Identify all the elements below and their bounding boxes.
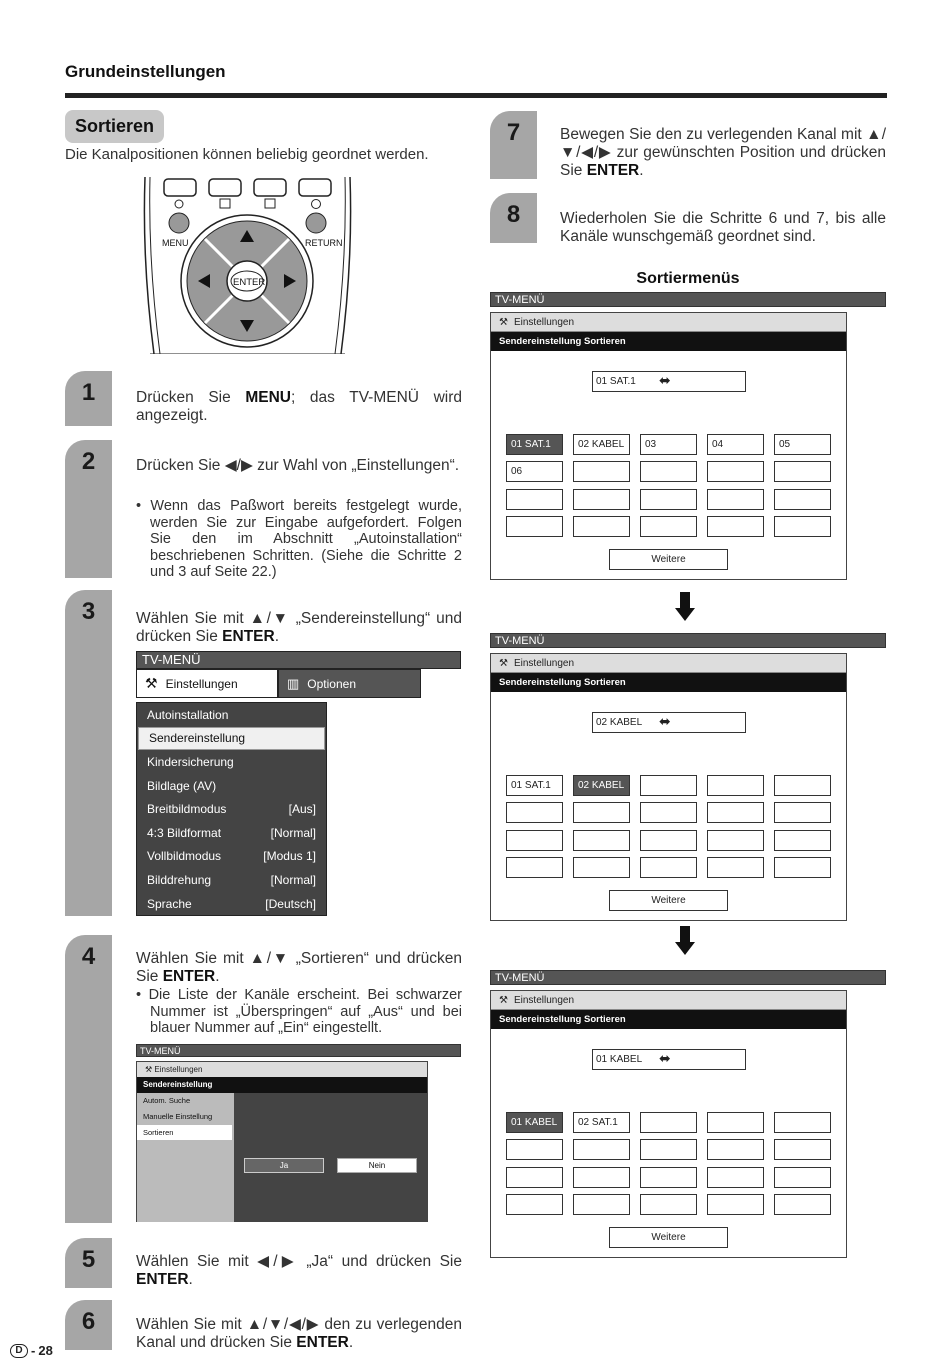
channel-cell[interactable] bbox=[707, 489, 764, 510]
channel-cell[interactable] bbox=[707, 1194, 764, 1215]
menu-label: MENU bbox=[162, 238, 189, 248]
channel-cell[interactable] bbox=[774, 775, 831, 796]
settings-icon: ⚒ bbox=[499, 316, 508, 328]
settings-icon: ⚒ bbox=[145, 675, 158, 691]
channel-cell[interactable] bbox=[707, 516, 764, 537]
channel-cell[interactable] bbox=[573, 1139, 630, 1160]
step-number-2: 2 bbox=[65, 440, 112, 578]
channel-cell[interactable] bbox=[573, 830, 630, 851]
settings-menu-list bbox=[136, 702, 327, 916]
channel-cell[interactable] bbox=[707, 1112, 764, 1133]
channel-cell[interactable] bbox=[506, 516, 563, 537]
mini-item-autom-suche[interactable]: Autom. Suche bbox=[143, 1096, 191, 1105]
menu-item-label: Kindersicherung bbox=[147, 754, 234, 769]
settings-icon: ⚒ bbox=[499, 657, 508, 669]
step-3-text: Wählen Sie mit ▲/▼ „Sendereinstellung“ und drücken Sie ENTER. bbox=[136, 610, 462, 645]
menu-item-value: [Deutsch] bbox=[265, 896, 316, 911]
channel-cell[interactable] bbox=[640, 857, 697, 878]
menu-item[interactable] bbox=[137, 774, 326, 798]
channel-cell[interactable] bbox=[640, 1167, 697, 1188]
sort-menu-panel bbox=[490, 312, 847, 580]
channel-cell[interactable] bbox=[640, 775, 697, 796]
step-number-5: 5 bbox=[65, 1238, 112, 1288]
page-badge: D bbox=[10, 1344, 28, 1358]
menu-item-value: [Aus] bbox=[288, 802, 316, 817]
channel-cell[interactable]: 02 KABEL bbox=[573, 775, 630, 796]
menu-item-label: 4:3 Bildformat bbox=[147, 825, 222, 840]
sort-tv-menu-bar: TV-MENÜ bbox=[490, 292, 886, 307]
sort-tv-menu-bar: TV-MENÜ bbox=[490, 633, 886, 648]
channel-cell[interactable] bbox=[640, 461, 697, 482]
channel-cell[interactable] bbox=[774, 1194, 831, 1215]
channel-cell[interactable] bbox=[506, 830, 563, 851]
channel-cell[interactable]: 05 bbox=[774, 434, 831, 455]
sort-menus-title: Sortiermenüs bbox=[636, 270, 740, 287]
menu-item[interactable] bbox=[137, 797, 326, 821]
channel-cell[interactable] bbox=[573, 516, 630, 537]
step-7-text: Bewegen Sie den zu verlegenden Kanal mit ▲/▼/◀/▶ zur gewünschten Position und drücken Sie ENTER. bbox=[560, 126, 886, 179]
settings-icon: ⚒ bbox=[145, 1065, 155, 1074]
channel-cell[interactable]: 06 bbox=[506, 461, 563, 482]
channel-cell[interactable] bbox=[573, 461, 630, 482]
menu-item-label: Autoinstallation bbox=[147, 707, 229, 722]
channel-cell[interactable] bbox=[573, 802, 630, 823]
selected-channel: 02 KABEL ⬌ bbox=[592, 712, 746, 733]
move-arrows-icon: ⬌ bbox=[659, 372, 671, 388]
step-6-text: Wählen Sie mit ▲/▼/◀/▶ den zu verlegenden Kanal und drücken Sie ENTER. bbox=[136, 1316, 462, 1351]
channel-cell[interactable] bbox=[707, 1167, 764, 1188]
menu-item-label: Bilddrehung bbox=[147, 872, 212, 887]
step-number-1: 1 bbox=[65, 371, 112, 426]
remote-control-illustration bbox=[140, 172, 355, 354]
mini-tv-menu-bar: TV-MENÜ bbox=[136, 1044, 461, 1057]
header-rule bbox=[65, 93, 887, 98]
section-heading: Grundeinstellungen bbox=[65, 62, 226, 81]
channel-cell[interactable] bbox=[640, 1194, 697, 1215]
channel-cell[interactable] bbox=[573, 489, 630, 510]
intro-text: Die Kanalpositionen können beliebig geordnet werden. bbox=[65, 146, 429, 163]
options-icon: ▥ bbox=[287, 675, 300, 691]
menu-item-value: [Modus 1] bbox=[263, 849, 316, 864]
step-number-3: 3 bbox=[65, 590, 112, 916]
channel-cell[interactable]: 04 bbox=[707, 434, 764, 455]
channel-cell[interactable] bbox=[774, 489, 831, 510]
channel-cell[interactable] bbox=[506, 1167, 563, 1188]
sort-menu-panel bbox=[490, 653, 847, 921]
channel-cell[interactable] bbox=[640, 489, 697, 510]
more-button[interactable]: Weitere bbox=[609, 1227, 728, 1248]
channel-cell[interactable] bbox=[774, 1112, 831, 1133]
sort-sub-title: Sendereinstellung Sortieren bbox=[491, 1010, 846, 1029]
menu-item[interactable] bbox=[137, 892, 326, 916]
enter-label: ENTER bbox=[233, 277, 266, 288]
page-title: Sortieren bbox=[65, 110, 164, 143]
move-arrows-icon: ⬌ bbox=[659, 1050, 671, 1066]
channel-cell[interactable]: 01 SAT.1 bbox=[506, 775, 563, 796]
menu-item-label: Sprache bbox=[147, 896, 192, 911]
channel-cell[interactable] bbox=[707, 857, 764, 878]
channel-cell[interactable]: 02 KABEL bbox=[573, 434, 630, 455]
mini-item-manuelle[interactable]: Manuelle Einstellung bbox=[143, 1112, 213, 1121]
channel-cell[interactable] bbox=[707, 1139, 764, 1160]
settings-icon: ⚒ bbox=[499, 994, 508, 1006]
sort-tab-einstellungen[interactable]: ⚒ Einstellungen bbox=[491, 313, 846, 332]
channel-cell[interactable] bbox=[774, 516, 831, 537]
tv-menu-bar: TV-MENÜ bbox=[136, 651, 461, 669]
channel-cell[interactable] bbox=[573, 1167, 630, 1188]
no-button[interactable]: Nein bbox=[337, 1158, 417, 1173]
mini-tab-einstellungen[interactable]: ⚒ Einstellungen bbox=[137, 1062, 427, 1077]
channel-cell[interactable] bbox=[506, 489, 563, 510]
step-number-8: 8 bbox=[490, 193, 537, 243]
channel-cell[interactable] bbox=[707, 830, 764, 851]
channel-cell[interactable] bbox=[640, 830, 697, 851]
mini-item-sortieren[interactable]: Sortieren bbox=[137, 1125, 232, 1140]
sort-sub-title: Sendereinstellung Sortieren bbox=[491, 332, 846, 351]
channel-cell[interactable] bbox=[774, 1167, 831, 1188]
menu-item[interactable] bbox=[137, 750, 326, 774]
sort-tab-einstellungen[interactable]: ⚒ Einstellungen bbox=[491, 654, 846, 673]
menu-item[interactable] bbox=[137, 868, 326, 892]
channel-cell[interactable] bbox=[640, 802, 697, 823]
arrow-down-icon bbox=[675, 592, 695, 622]
menu-item-value: [Normal] bbox=[270, 872, 316, 887]
sort-tv-menu-bar: TV-MENÜ bbox=[490, 970, 886, 985]
channel-cell[interactable] bbox=[707, 775, 764, 796]
tab-optionen[interactable]: ▥ Optionen bbox=[278, 669, 421, 698]
channel-cell[interactable] bbox=[707, 802, 764, 823]
step-8-text: Wiederholen Sie die Schritte 6 und 7, bis alle Kanäle wunschgemäß geordnet sind. bbox=[560, 210, 886, 245]
selected-channel: 01 SAT.1 ⬌ bbox=[592, 371, 746, 392]
sort-sub-title: Sendereinstellung Sortieren bbox=[491, 673, 846, 692]
channel-cell[interactable] bbox=[506, 1194, 563, 1215]
sort-menu-panel bbox=[490, 990, 847, 1258]
yes-button[interactable]: Ja bbox=[244, 1158, 324, 1173]
more-button[interactable]: Weitere bbox=[609, 549, 728, 570]
menu-item[interactable] bbox=[138, 727, 325, 751]
channel-cell[interactable] bbox=[774, 830, 831, 851]
step-number-4: 4 bbox=[65, 935, 112, 1223]
move-arrows-icon: ⬌ bbox=[659, 713, 671, 729]
menu-item-value: [Normal] bbox=[270, 825, 316, 840]
channel-cell[interactable]: 02 SAT.1 bbox=[573, 1112, 630, 1133]
step-2-bullet: • Wenn das Paßwort bereits festgelegt wurde, werden Sie zur Eingabe aufgefordert. Folgen Sie den im Abschnitt „Autoinstallation“ beschriebenen Schritten. (Siehe die Schritte 2 und 3 auf Seite 22.) bbox=[136, 498, 462, 580]
mini-menu-panel bbox=[136, 1061, 428, 1222]
channel-cell[interactable]: 03 bbox=[640, 434, 697, 455]
menu-item-label: Bildlage (AV) bbox=[147, 778, 217, 793]
menu-item[interactable] bbox=[137, 845, 326, 869]
channel-cell[interactable]: 01 SAT.1 bbox=[506, 434, 563, 455]
channel-cell[interactable] bbox=[506, 802, 563, 823]
channel-cell[interactable] bbox=[506, 1139, 563, 1160]
channel-cell[interactable] bbox=[640, 516, 697, 537]
arrow-down-icon bbox=[675, 926, 695, 956]
channel-cell[interactable] bbox=[573, 1194, 630, 1215]
channel-cell[interactable] bbox=[774, 1139, 831, 1160]
channel-cell[interactable] bbox=[573, 857, 630, 878]
channel-cell[interactable] bbox=[640, 1139, 697, 1160]
tab-einstellungen[interactable]: ⚒ Einstellungen bbox=[136, 669, 278, 698]
channel-cell[interactable] bbox=[774, 461, 831, 482]
channel-cell[interactable] bbox=[774, 857, 831, 878]
menu-item-label: Sendereinstellung bbox=[149, 731, 246, 746]
menu-item-label: Vollbildmodus bbox=[147, 849, 222, 864]
more-button[interactable]: Weitere bbox=[609, 890, 728, 911]
return-label: RETURN bbox=[305, 238, 343, 248]
channel-cell[interactable] bbox=[774, 802, 831, 823]
mini-sub-title: Sendereinstellung bbox=[137, 1077, 427, 1093]
step-number-7: 7 bbox=[490, 111, 537, 179]
page-number: D - 28 bbox=[10, 1343, 53, 1358]
channel-cell[interactable] bbox=[506, 857, 563, 878]
menu-item[interactable] bbox=[137, 703, 326, 727]
selected-channel: 01 KABEL ⬌ bbox=[592, 1049, 746, 1070]
step-number-6: 6 bbox=[65, 1300, 112, 1350]
step-4-bullet: • Die Liste der Kanäle erscheint. Bei schwarzer Nummer ist „Überspringen“ auf „Aus“ und bei blauer Nummer auf „Ein“ eingestellt. bbox=[136, 987, 462, 1036]
step-2-text: Drücken Sie ◀/▶ zur Wahl von „Einstellungen“. bbox=[136, 457, 460, 474]
channel-cell[interactable] bbox=[640, 1112, 697, 1133]
sort-tab-einstellungen[interactable]: ⚒ Einstellungen bbox=[491, 991, 846, 1010]
step-1-text: Drücken Sie MENU; das TV-MENÜ wird angezeigt. bbox=[136, 389, 462, 424]
step-4-text: Wählen Sie mit ▲/▼ „Sortieren“ und drücken Sie ENTER. bbox=[136, 950, 462, 985]
channel-cell[interactable]: 01 KABEL bbox=[506, 1112, 563, 1133]
menu-item[interactable] bbox=[137, 821, 326, 845]
step-5-text: Wählen Sie mit ◀/▶ „Ja“ und drücken Sie ENTER. bbox=[136, 1253, 462, 1288]
channel-cell[interactable] bbox=[707, 461, 764, 482]
menu-item-label: Breitbildmodus bbox=[147, 802, 227, 817]
